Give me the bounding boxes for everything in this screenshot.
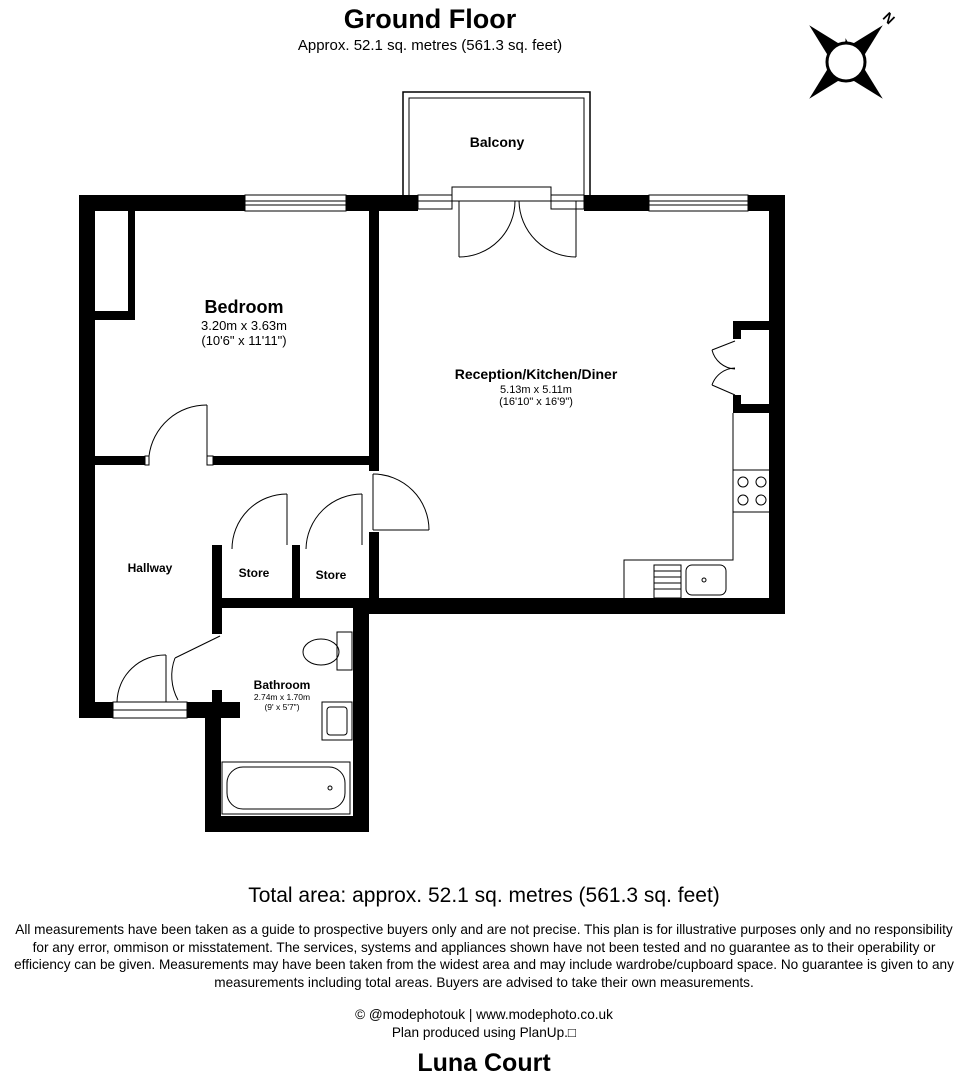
- room-label-store-1: Store: [238, 566, 270, 580]
- floor-area-subtitle: Approx. 52.1 sq. metres (561.3 sq. feet): [297, 37, 563, 54]
- bath-icon: [222, 762, 350, 814]
- room-dims-bathroom-metric: 2.74m x 1.70m: [253, 692, 311, 702]
- room-dims-reception-metric: 5.13m x 5.11m: [500, 384, 572, 396]
- doors: [117, 201, 735, 702]
- outer-walls: [79, 195, 785, 832]
- room-label-balcony: Balcony: [469, 134, 525, 150]
- toilet-icon: [303, 639, 339, 665]
- credits: [0, 1006, 968, 1041]
- total-area: Total area: approx. 52.1 sq. metres (561.3 sq. feet): [248, 884, 720, 907]
- room-dims-bedroom-metric: 3.20m x 3.63m: [201, 318, 287, 333]
- room-label-reception: Reception/Kitchen/Diner: [454, 366, 618, 382]
- room-dims-bedroom-imperial: (10'6" x 11'11"): [201, 333, 287, 348]
- room-label-bathroom: Bathroom: [253, 678, 311, 692]
- kitchen-units: [624, 413, 769, 598]
- property-name: Luna Court: [417, 1049, 551, 1077]
- room-dims-bathroom-imperial: (9' x 5'7"): [264, 702, 300, 712]
- windows: [113, 187, 748, 718]
- interior-walls: [95, 211, 773, 708]
- credit-line: © @modephotouk | www.modephoto.co.uk: [355, 1007, 613, 1022]
- compass-north-label: N: [879, 8, 899, 28]
- bathroom-fittings: [222, 632, 352, 814]
- disclaimer-text: All measurements have been taken as a guide to prospective buyers only and are not precise. This plan is for illustrative purposes only and no responsibility for any error, ommison or misstatement. The services, systems and appliances shown have not been tested and no guarantee as to their operability or efficiency can be given. Measurements may have been taken from the widest area and may include wardrobe/cupboard space. No guarantee is given to any measurements including total areas. Buyers are advised to take their own measurements.: [14, 922, 954, 990]
- hob-icon: [738, 477, 748, 487]
- plan-produced-line: Plan produced using PlanUp.□: [391, 1024, 577, 1040]
- room-label-store-2: Store: [315, 568, 347, 582]
- room-dims-reception-imperial: (16'10" x 16'9"): [499, 396, 573, 408]
- room-label-bedroom: Bedroom: [204, 297, 284, 317]
- floor-title: Ground Floor: [343, 4, 517, 34]
- room-label-hallway: Hallway: [127, 561, 173, 575]
